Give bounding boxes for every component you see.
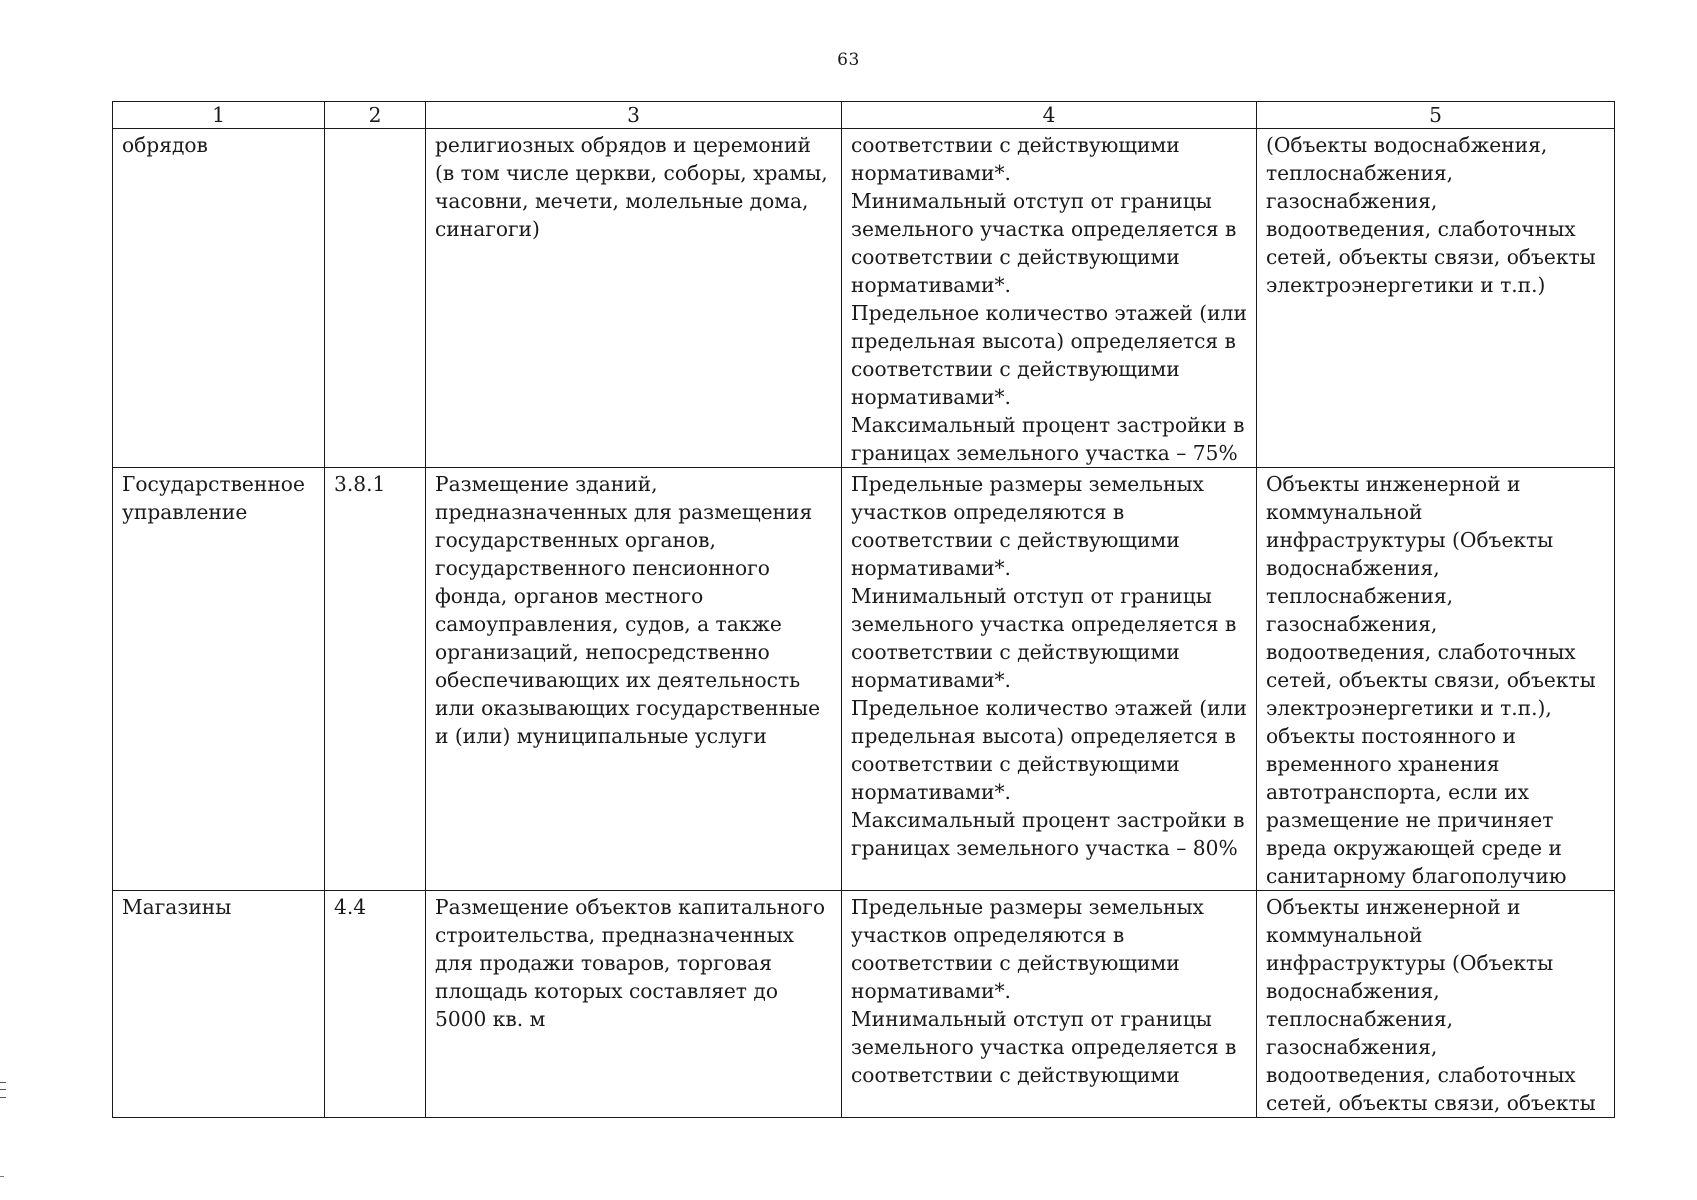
use-description-text: религиозных обрядов и церемоний (в том числе церкви, соборы, храмы, часовни, мечети, молельные дома, синагоги) — [435, 133, 828, 241]
use-code-cell — [325, 129, 426, 468]
auxiliary-uses-cell — [1257, 468, 1615, 891]
use-type-text: Магазины — [122, 895, 232, 919]
use-description-text: Размещение объектов капитального строительства, предназначенных для продажи товаров, торговая площадь которых составляет до 5000 кв. м — [435, 895, 826, 1031]
table-row — [113, 468, 1615, 891]
parameters-text: Предельные размеры земельных участков определяются в соответствии с действующими нормативами*. Минимальный отступ от границы земельного участка определяется в соответствии с действующими — [851, 895, 1237, 1087]
use-type-cell — [113, 468, 325, 891]
use-description-cell — [426, 129, 842, 468]
regulations-table — [112, 101, 1615, 1118]
binding-margin-mark — [0, 1082, 6, 1098]
use-code-text: 4.4 — [334, 895, 367, 919]
parameters-text: соответствии с действующими нормативами*. Минимальный отступ от границы земельного участка определяется в соответствии с действующими нормативами*. Предельное количество этажей (или предельная высота) определяется в соответствии с действующими нормативами*. Максимальный процент застройки в границах земельного участка – 75% — [851, 133, 1247, 465]
page-number: 63 — [837, 50, 860, 70]
table-row — [113, 129, 1615, 468]
column-header-4: 4 — [842, 102, 1257, 129]
auxiliary-uses-text: Объекты инженерной и коммунальной инфраструктуры (Объекты водоснабжения, теплоснабжения, газоснабжения, водоотведения, слаботочных сетей, объекты связи, объекты — [1266, 895, 1596, 1115]
auxiliary-uses-text: Объекты инженерной и коммунальной инфраструктуры (Объекты водоснабжения, теплоснабжения, газоснабжения, водоотведения, слаботочных сетей, объекты связи, объекты электроэнергетики и т.п.), объекты постоянного и временного хранения автотранспорта, если их размещение не причиняет вреда окружающей среде и санитарному благополучию — [1266, 472, 1596, 888]
use-type-cell — [113, 891, 325, 1118]
use-code-cell — [325, 468, 426, 891]
column-header-3: 3 — [426, 102, 842, 129]
auxiliary-uses-cell — [1257, 891, 1615, 1118]
table-row — [113, 891, 1615, 1118]
column-header-5: 5 — [1257, 102, 1615, 129]
use-type-cell — [113, 129, 325, 468]
binding-margin-tick — [0, 1176, 4, 1177]
column-header-1: 1 — [113, 102, 325, 129]
use-code-cell — [325, 891, 426, 1118]
use-type-text: обрядов — [122, 133, 208, 157]
parameters-cell — [842, 129, 1257, 468]
table-header-row — [113, 102, 1615, 129]
use-description-text: Размещение зданий, предназначенных для размещения государственных органов, государственного пенсионного фонда, органов местного самоуправления, судов, а также организаций, непосредственно обеспечивающих их деятельность или оказывающих государственные и (или) муниципальные услуги — [435, 472, 821, 748]
use-description-cell — [426, 891, 842, 1118]
auxiliary-uses-cell — [1257, 129, 1615, 468]
use-code-text: 3.8.1 — [334, 472, 386, 496]
parameters-text: Предельные размеры земельных участков определяются в соответствии с действующими нормативами*. Минимальный отступ от границы земельного участка определяется в соответствии с действующими нормативами*. Предельное количество этажей (или предельная высота) определяется в соответствии с действующими нормативами*. Максимальный процент застройки в границах земельного участка – 80% — [851, 472, 1247, 860]
use-description-cell — [426, 468, 842, 891]
parameters-cell — [842, 468, 1257, 891]
parameters-cell — [842, 891, 1257, 1118]
auxiliary-uses-text: (Объекты водоснабжения, теплоснабжения, газоснабжения, водоотведения, слаботочных сетей, объекты связи, объекты электроэнергетики и т.п.) — [1266, 133, 1596, 297]
use-type-text: Государственное управление — [122, 472, 305, 524]
column-header-2: 2 — [325, 102, 426, 129]
